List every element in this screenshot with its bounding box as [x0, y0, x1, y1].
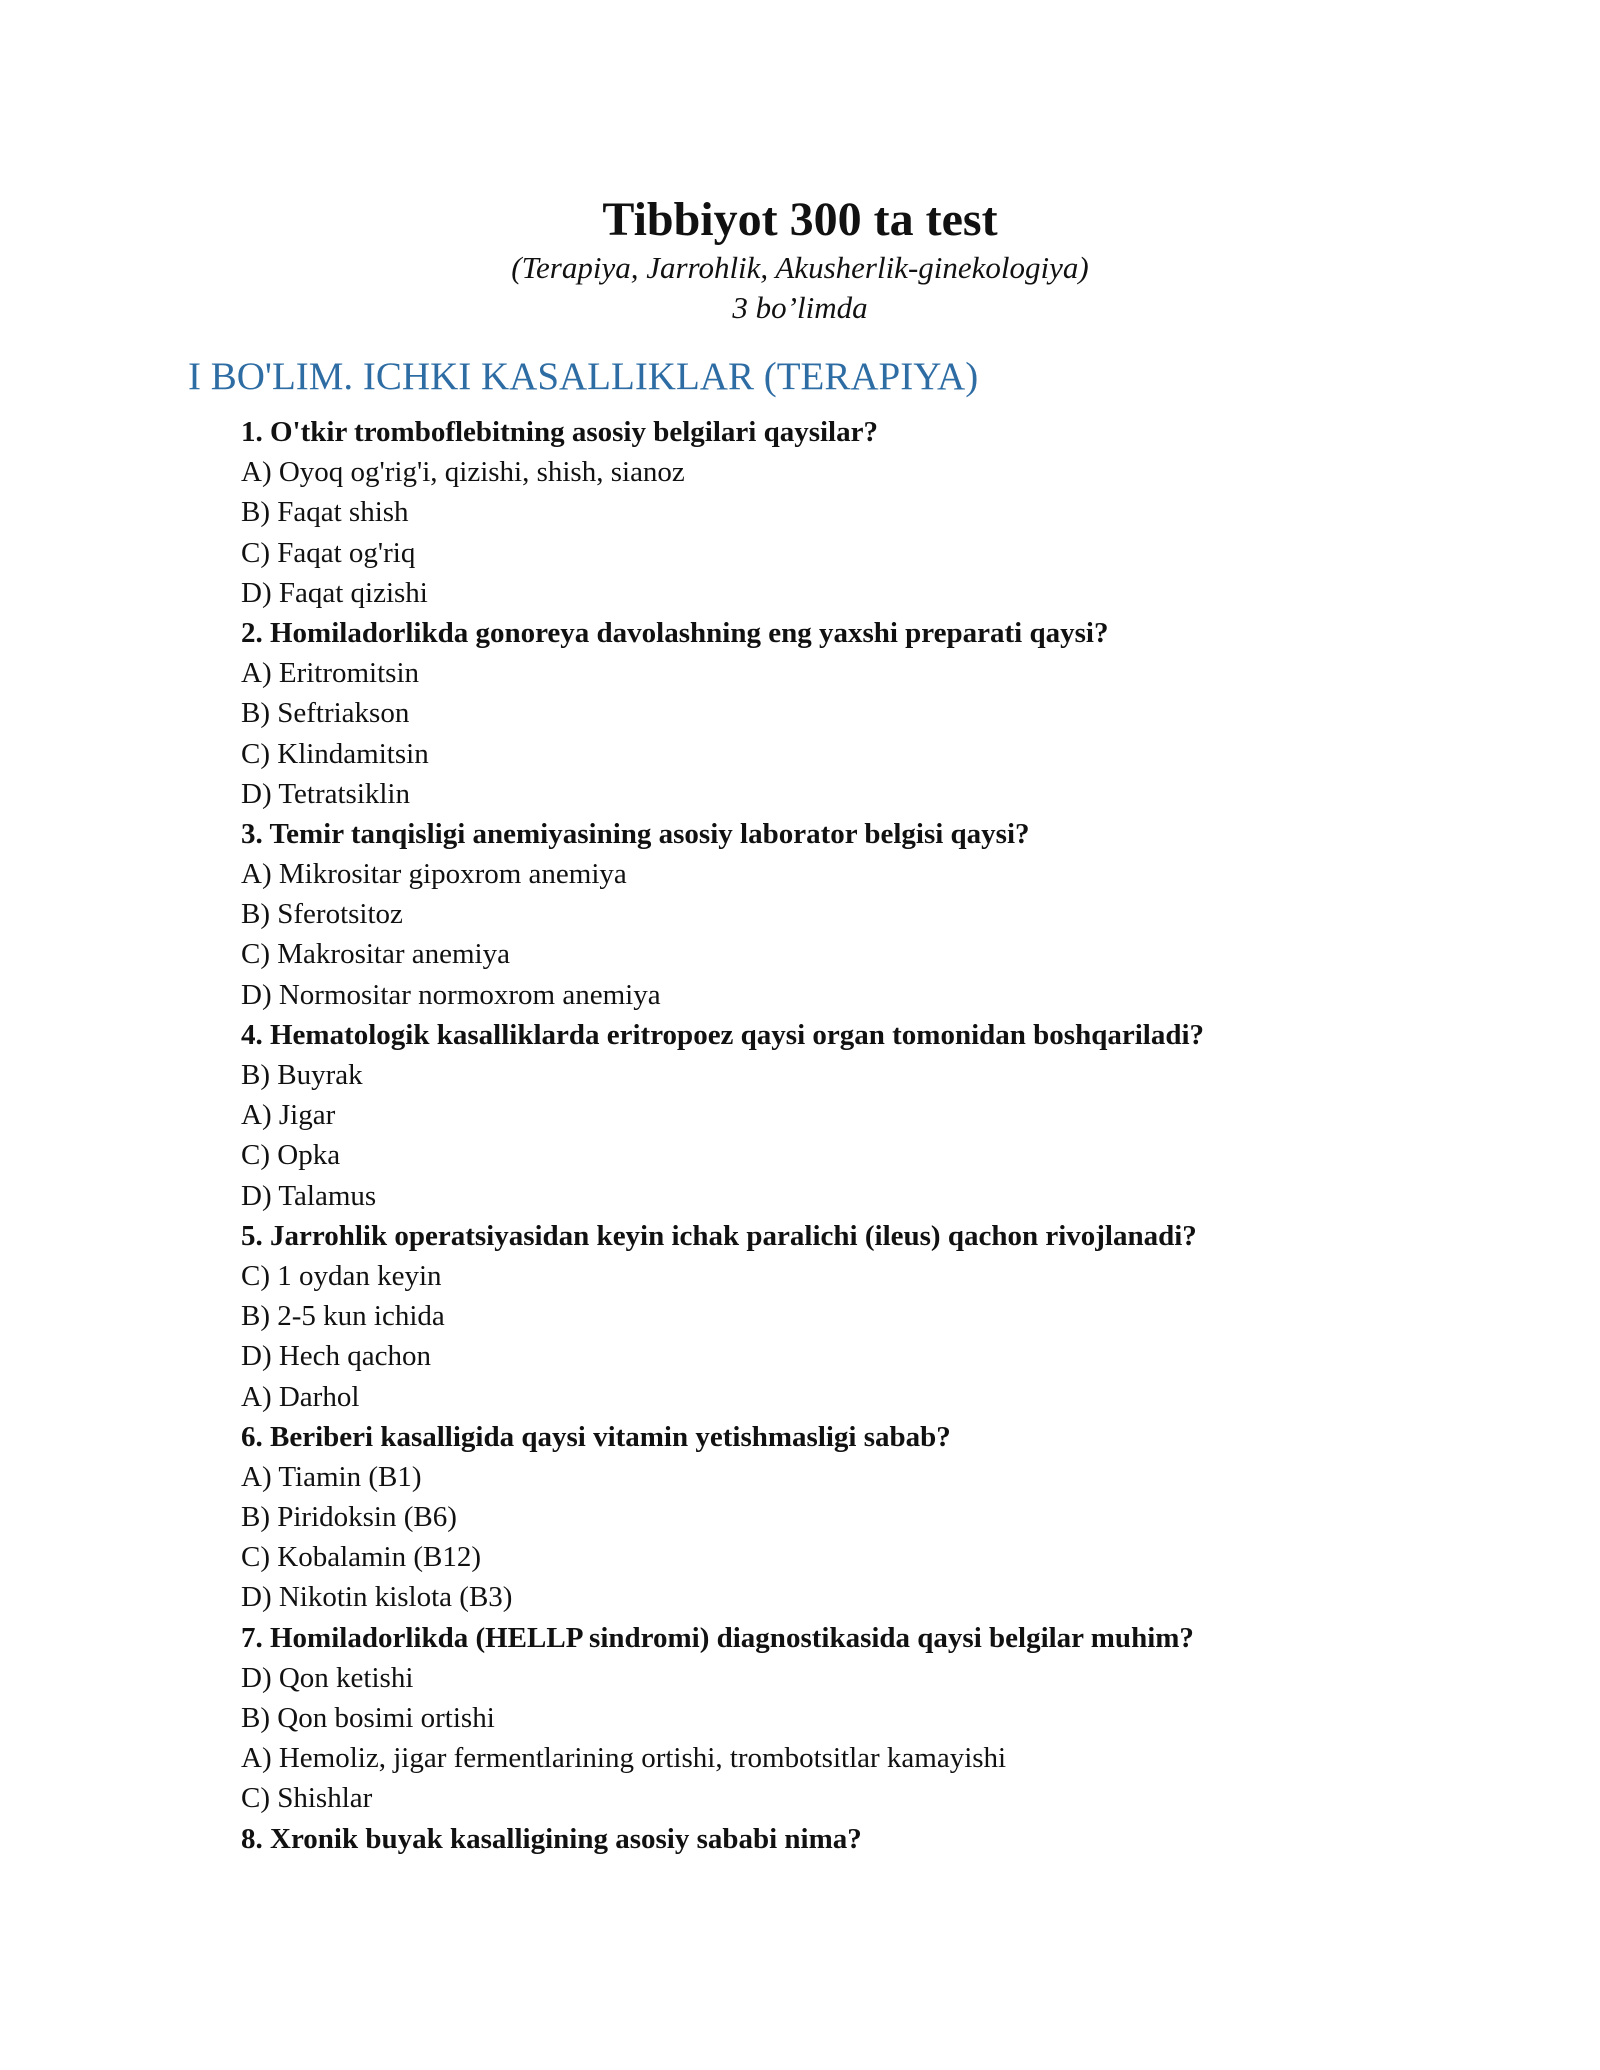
answer-option: C) Makrositar anemiya: [241, 938, 510, 971]
answer-option: A) Tiamin (B1): [241, 1460, 422, 1493]
answer-option: B) Buyrak: [241, 1059, 363, 1091]
answer-option: C) Klindamitsin: [241, 737, 429, 770]
answer-option: D) Talamus: [241, 1179, 377, 1212]
answer-option: B) Qon bosimi ortishi: [241, 1702, 495, 1734]
section-heading: I BO'LIM. ICHKI KASALLIKLAR (TERAPIYA): [188, 355, 979, 398]
answer-option: B) Seftriakson: [241, 697, 410, 730]
answer-option: A) Oyoq og'rig'i, qizishi, shish, sianoz: [241, 456, 685, 489]
question-list: [241, 412, 1441, 1859]
question-text: 6. Beriberi kasalligida qaysi vitamin yetishmasligi sabab?: [241, 1420, 951, 1453]
answer-option: A) Eritromitsin: [241, 657, 420, 690]
document-subtitle: (Terapiya, Jarrohlik, Akusherlik-ginekologiya): [511, 250, 1089, 285]
answer-option: D) Nikotin kislota (B3): [241, 1581, 513, 1614]
answer-option: A) Jigar: [241, 1099, 336, 1132]
answer-option: B) Piridoksin (B6): [241, 1501, 457, 1534]
question-text: 3. Temir tanqisligi anemiyasining asosiy laborator belgisi qaysi?: [241, 817, 1030, 850]
answer-option: A) Hemoliz, jigar fermentlarining ortishi, trombotsitlar kamayishi: [241, 1742, 1007, 1775]
question-text: 4. Hematologik kasalliklarda eritropoez qaysi organ tomonidan boshqariladi?: [241, 1018, 1205, 1051]
question-text: 1. O'tkir tromboflebitning asosiy belgilari qaysilar?: [241, 416, 878, 448]
document-title: Tibbiyot 300 ta test: [602, 193, 998, 246]
answer-option: D) Tetratsiklin: [241, 777, 410, 810]
answer-option: A) Mikrositar gipoxrom anemiya: [241, 858, 627, 891]
answer-option: C) Shishlar: [241, 1782, 373, 1815]
answer-option: D) Qon ketishi: [241, 1661, 414, 1694]
question-text: 5. Jarrohlik operatsiyasidan keyin ichak paralichi (ileus) qachon rivojlanadi?: [241, 1219, 1197, 1252]
answer-option: B) Faqat shish: [241, 496, 409, 529]
document-subtitle-sections: 3 bo’limda: [732, 290, 868, 325]
answer-option: D) Faqat qizishi: [241, 576, 428, 609]
answer-option: C) Opka: [241, 1139, 341, 1172]
answer-option: A) Darhol: [241, 1380, 360, 1413]
question-text: 2. Homiladorlikda gonoreya davolashning eng yaxshi preparati qaysi?: [241, 616, 1109, 649]
answer-option: B) 2-5 kun ichida: [241, 1300, 445, 1333]
question-text: 7. Homiladorlikda (HELLP sindromi) diagnostikasida qaysi belgilar muhim?: [241, 1621, 1194, 1654]
answer-option: D) Normositar normoxrom anemiya: [241, 978, 661, 1011]
answer-option: B) Sferotsitoz: [241, 898, 403, 931]
answer-option: D) Hech qachon: [241, 1340, 432, 1373]
answer-option: C) Faqat og'riq: [241, 536, 416, 569]
question-text: 8. Xronik buyak kasalligining asosiy sababi nima?: [241, 1822, 862, 1855]
answer-option: C) Kobalamin (B12): [241, 1541, 482, 1574]
answer-option: C) 1 oydan keyin: [241, 1259, 442, 1292]
